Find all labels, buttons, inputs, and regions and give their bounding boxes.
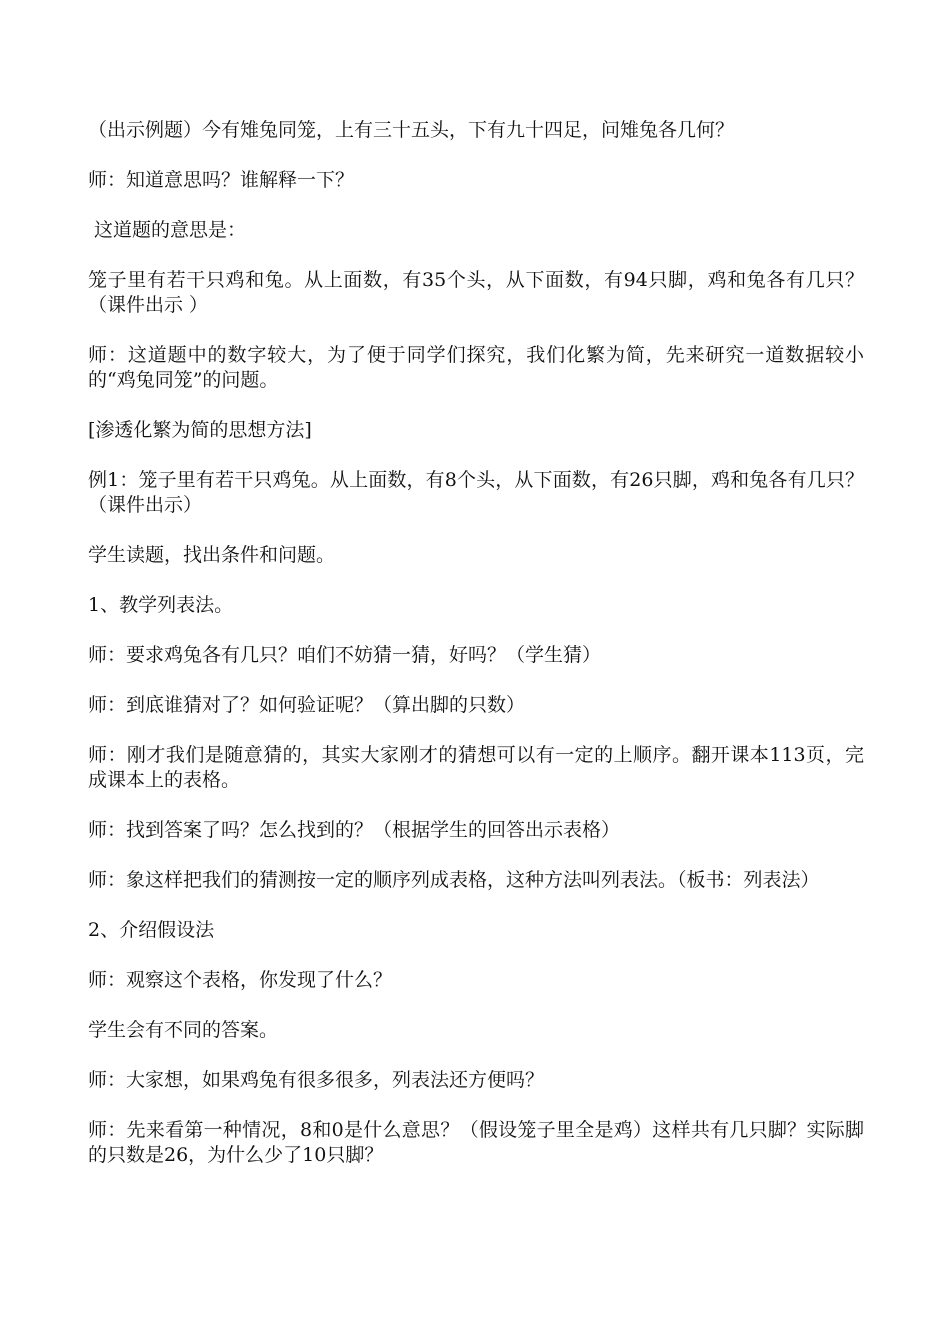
paragraph-verify: 师：到底谁猜对了？如何验证呢？（算出脚的只数） (88, 694, 526, 716)
document-body (88, 118, 864, 1193)
paragraph-students-read: 学生读题，找出条件和问题。 (88, 544, 336, 566)
paragraph-example-1: 例1：笼子里有若干只鸡兔。从上面数，有8个头，从下面数，有26只脚，鸡和兔各有几只？（课件出示） (88, 469, 864, 516)
paragraph-find-answer: 师：找到答案了吗？怎么找到的？（根据学生的回答出示表格） (88, 819, 621, 841)
paragraph-observe-table: 师：观察这个表格，你发现了什么？ (88, 969, 393, 991)
paragraph-table-method-def: 师：象这样把我们的猜测按一定的顺序列成表格，这种方法叫列表法。（板书：列表法） (88, 869, 820, 891)
paragraph-example-problem: （出示例题）今有雉兔同笼，上有三十五头，下有九十四足，问雉兔各几何？ (88, 119, 735, 141)
section-heading-assumption-method: 2、介绍假设法 (88, 919, 215, 941)
paragraph-first-case: 师：先来看第一种情况，8和0是什么意思？（假设笼子里全是鸡）这样共有几只脚？实际脚的只数是26，为什么少了10只脚？ (88, 1119, 864, 1166)
paragraph-simplify: 师：这道题中的数字较大，为了便于同学们探究，我们化繁为简，先来研究一道数据较小的“鸡兔同笼”的问题。 (88, 344, 864, 391)
paragraph-different-answers: 学生会有不同的答案。 (88, 1019, 279, 1041)
paragraph-teacher-question: 师：知道意思吗？谁解释一下？ (88, 169, 355, 191)
paragraph-many-animals: 师：大家想，如果鸡兔有很多很多，列表法还方便吗？ (88, 1069, 545, 1091)
paragraph-meaning-intro: 这道题的意思是： (94, 219, 247, 241)
paragraph-problem-restated: 笼子里有若干只鸡和兔。从上面数，有35个头，从下面数，有94只脚，鸡和兔各有几只？（课件出示 ） (88, 269, 864, 316)
paragraph-method-note: [渗透化繁为简的思想方法] (88, 419, 312, 441)
paragraph-guess: 师：要求鸡兔各有几只？咱们不妨猜一猜，好吗？（学生猜） (88, 644, 602, 666)
section-heading-table-method: 1、教学列表法。 (88, 594, 234, 616)
paragraph-order-guess: 师：刚才我们是随意猜的，其实大家刚才的猜想可以有一定的上顺序。翻开课本113页，完成课本上的表格。 (88, 744, 864, 791)
